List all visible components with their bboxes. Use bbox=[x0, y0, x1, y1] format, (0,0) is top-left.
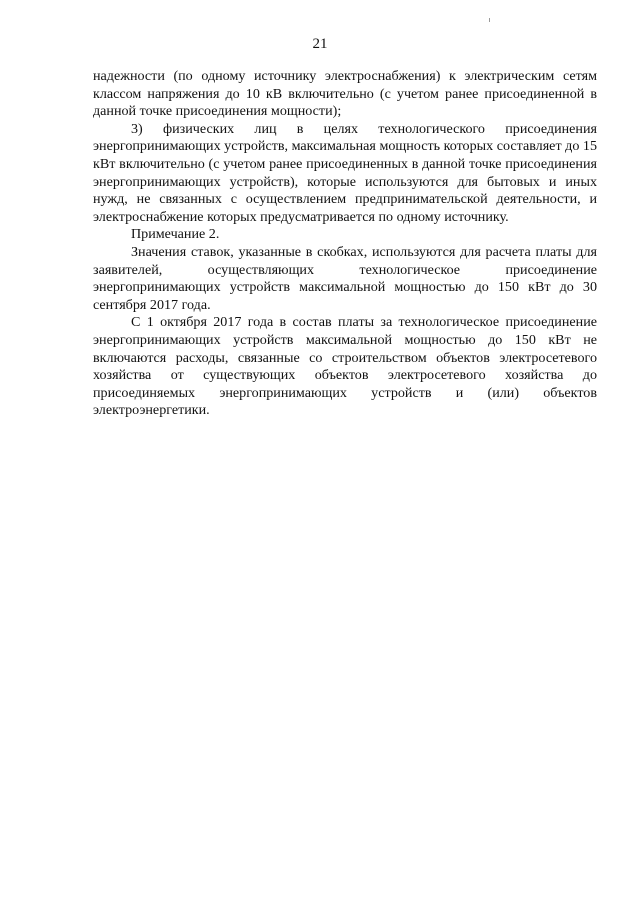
note-heading: Примечание 2. bbox=[131, 226, 220, 243]
scan-mark bbox=[489, 18, 490, 22]
paragraph-continuation: надежности (по одному источнику электроснабжения) к электрическим сетям классом напряжения до 10 кВ включительно (с учетом ранее присоединенной в данной точке присоединения мощности); bbox=[93, 68, 597, 120]
paragraph-note: Значения ставок, указанные в скобках, используются для расчета платы для заявителей, осуществляющих технологическое присоединение энергопринимающих устройств максимальной мощностью до 150 кВт до 30 сентября 2017 года. bbox=[93, 243, 597, 313]
document-body bbox=[93, 68, 597, 420]
page-number: 21 bbox=[312, 36, 328, 52]
paragraph-item-3: 3) физических лиц в целях технологического присоединения энергопринимающих устройств, максимальная мощность которых составляет до 15 кВт включительно (с учетом ранее присоединенных в данной точке присоединения энергопринимающих устройств), которые используются для бытовых и иных нужд, не связанных с осуществлением предпринимательской деятельности, и электроснабжение которых предусматривается по одному источнику. bbox=[93, 120, 597, 225]
paragraph-final: С 1 октября 2017 года в состав платы за технологическое присоединение энергопринимающих устройств максимальной мощностью до 150 кВт не включаются расходы, связанные со строительством объектов электросетевого хозяйства от существующих объектов электросетевого хозяйства до присоединяемых энергопринимающих устройств и (или) объектов электроэнергетики. bbox=[93, 314, 597, 419]
